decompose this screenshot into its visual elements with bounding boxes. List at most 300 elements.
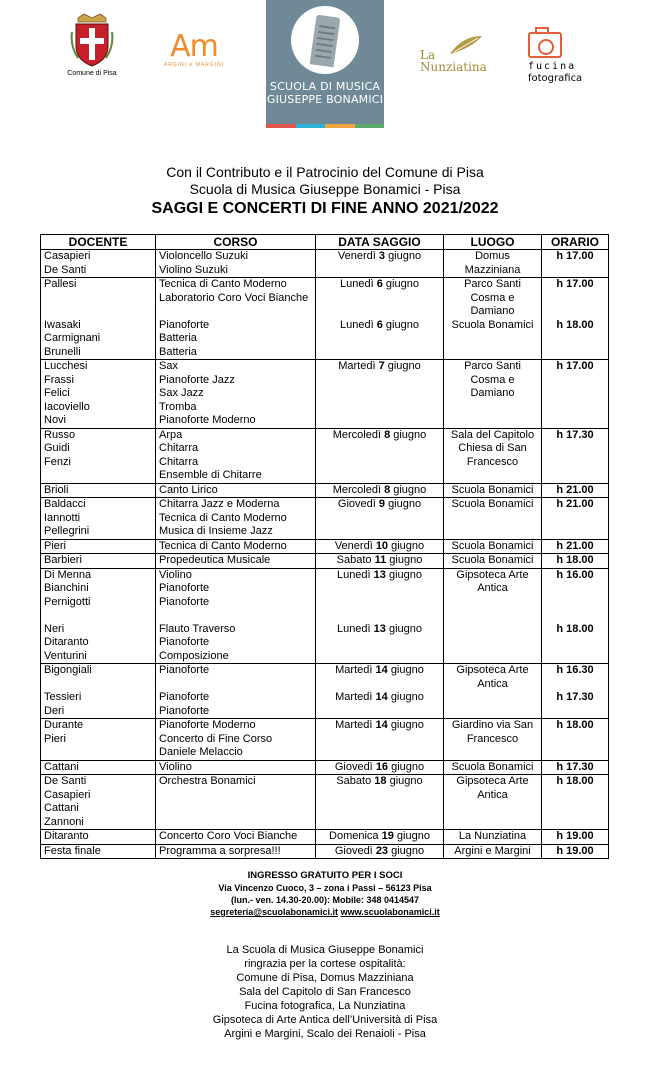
date-weekday: Domenica — [329, 830, 379, 842]
cell-orario — [542, 250, 609, 278]
date-text — [319, 691, 440, 705]
luogo-text: Domus Mazziniana — [464, 250, 521, 276]
line-gap — [545, 305, 605, 319]
line-gap — [159, 609, 312, 623]
corso-name: Arpa — [159, 428, 183, 441]
date-day-number: 6 — [376, 278, 383, 290]
cell-data — [316, 498, 444, 540]
cell-corso — [156, 830, 316, 845]
cell-data — [316, 760, 444, 775]
cell-docente — [41, 483, 156, 498]
corso-name: Concerto di Fine Corso — [159, 732, 273, 745]
fucina-line2: fotografica — [528, 73, 583, 84]
date-month: giugno — [388, 250, 422, 262]
cell-docente — [41, 428, 156, 483]
docente-name: Zannoni — [44, 815, 84, 828]
date-day-number: 14 — [375, 691, 388, 703]
leaning-tower-icon — [291, 6, 359, 74]
orario-text: h 18.00 — [556, 318, 594, 331]
date-month: giugno — [388, 498, 422, 510]
line-gap — [319, 596, 440, 610]
corso-name: Pianoforte — [159, 595, 210, 608]
am-caption: ARGINI e MARGINI — [163, 62, 225, 68]
address-line: Via Vincenzo Cuoco, 3 – zona i Passi – 56123 Pisa — [218, 883, 432, 893]
docente-name: Russo — [44, 428, 76, 441]
cell-luogo — [444, 554, 542, 569]
header-docente: DOCENTE — [41, 235, 156, 250]
line-gap — [44, 609, 152, 623]
docente-name: Pernigotti — [44, 595, 91, 608]
line-gap — [319, 678, 440, 692]
cell-corso — [156, 428, 316, 483]
cell-data — [316, 539, 444, 554]
docente-name: Cattani — [44, 760, 79, 773]
la-nunziatina-logo — [418, 34, 490, 78]
corso-name: Tecnica di Canto Moderno — [159, 278, 287, 290]
line-gap — [319, 609, 440, 623]
line-gap — [545, 596, 605, 610]
orario-text: h 17.30 — [556, 428, 594, 441]
date-month: giugno — [389, 554, 423, 566]
date-day-number: 19 — [381, 830, 394, 842]
cell-corso — [156, 250, 316, 278]
cell-orario — [542, 830, 609, 845]
date-text — [319, 484, 440, 498]
corso-name: Daniele Melaccio — [159, 746, 243, 758]
table-row — [41, 664, 609, 719]
cell-docente — [41, 554, 156, 569]
date-month: giugno — [393, 428, 427, 441]
date-day-number: 3 — [378, 250, 385, 262]
corso-name: Violino — [159, 760, 192, 773]
docente-name: Pellegrini — [44, 525, 90, 537]
logo-color-bars — [266, 124, 384, 128]
am-mark: Am — [170, 29, 218, 64]
cell-orario — [542, 760, 609, 775]
cell-corso — [156, 775, 316, 830]
table-row — [41, 428, 609, 483]
date-text — [319, 250, 440, 264]
date-weekday: Mercoledì — [332, 483, 381, 496]
docente-name: Iwasaki — [44, 318, 81, 331]
date-day-number: 23 — [375, 844, 389, 857]
cell-corso — [156, 844, 316, 859]
orario-text: h 17.30 — [556, 760, 594, 773]
cell-luogo — [444, 830, 542, 845]
luogo-text: Giardino via San Francesco — [451, 719, 534, 745]
corso-name: Pianoforte Jazz — [159, 373, 235, 386]
corso-name: Violino — [159, 568, 192, 581]
cell-corso — [156, 498, 316, 540]
schedule-table — [40, 234, 609, 859]
patronage-line: Con il Contributo e il Patrocinio del Comune di Pisa — [166, 164, 484, 180]
docente-name: Brunelli — [44, 345, 81, 358]
date-weekday: Sabato — [336, 775, 372, 787]
date-text — [319, 429, 440, 443]
corso-name: Sax Jazz — [159, 387, 204, 399]
docente-name: Fenzi — [44, 455, 71, 468]
docente-name: Brioli — [44, 483, 69, 496]
cell-data — [316, 568, 444, 664]
email-link[interactable]: segreteria@scuolabonamici.it — [210, 907, 339, 917]
thanks-section — [0, 943, 650, 1041]
corso-name: Composizione — [159, 649, 229, 662]
docente-name: Ditaranto — [44, 636, 89, 648]
table-header-row — [41, 235, 609, 250]
table-row — [41, 775, 609, 830]
corso-name: Pianoforte — [159, 691, 210, 703]
date-text — [319, 845, 440, 859]
thanks-line: Comune di Pisa, Domus Mazziniana — [236, 972, 414, 984]
cell-orario — [542, 498, 609, 540]
corso-name: Pianoforte — [159, 318, 210, 331]
table-row — [41, 554, 609, 569]
docente-name: Bianchini — [44, 582, 89, 594]
docente-name: Tessieri — [44, 691, 82, 703]
cell-orario — [542, 360, 609, 429]
docente-name: Casapieri — [44, 788, 91, 801]
luogo-text: Scuola Bonamici — [451, 539, 534, 552]
date-text — [319, 775, 440, 789]
corso-name: Chitarra Jazz e Moderna — [159, 498, 280, 510]
scuola-bonamici-logo — [266, 0, 384, 128]
corso-name: Batteria — [159, 345, 197, 358]
docente-name: Baldacci — [44, 498, 86, 510]
orario-text: h 18.00 — [556, 775, 594, 787]
line-gap — [159, 678, 312, 692]
date-text — [319, 554, 440, 568]
line-gap — [545, 582, 605, 596]
cell-luogo — [444, 483, 542, 498]
cell-docente — [41, 775, 156, 830]
docente-name: Durante — [44, 719, 84, 731]
luogo-text: Scuola Bonamici — [451, 498, 534, 510]
table-row — [41, 539, 609, 554]
line-gap — [159, 305, 312, 319]
date-day-number: 6 — [376, 318, 383, 331]
cell-docente — [41, 830, 156, 845]
orario-text: h 21.00 — [556, 539, 594, 552]
date-weekday: Mercoledì — [332, 428, 381, 441]
date-text — [319, 540, 440, 554]
thanks-line: ringrazia per la cortese ospitalità: — [244, 958, 406, 970]
date-day-number: 8 — [384, 428, 391, 441]
cell-orario — [542, 554, 609, 569]
docente-name: Deri — [44, 704, 65, 717]
date-day-number: 18 — [374, 775, 387, 787]
cell-corso — [156, 760, 316, 775]
table-row — [41, 844, 609, 859]
date-text — [319, 664, 440, 678]
corso-name: Pianoforte Moderno — [159, 719, 256, 731]
corso-name: Laboratorio Coro Voci Bianche — [159, 291, 309, 304]
cell-luogo — [444, 775, 542, 830]
date-weekday: Martedì — [335, 664, 373, 676]
orario-text: h 17.00 — [556, 250, 594, 262]
table-row — [41, 360, 609, 429]
cell-luogo — [444, 498, 542, 540]
date-month: giugno — [388, 622, 423, 635]
date-weekday: Martedì — [335, 691, 373, 703]
orario-text: h 18.00 — [556, 622, 594, 635]
date-text — [319, 623, 440, 637]
cell-luogo — [444, 568, 542, 664]
table-row — [41, 830, 609, 845]
orario-text: h 21.00 — [556, 483, 594, 496]
date-day-number: 7 — [378, 360, 385, 372]
date-month: giugno — [393, 483, 427, 496]
date-day-number: 14 — [375, 719, 388, 731]
nunziatina-leaf-icon — [448, 34, 484, 56]
cell-corso — [156, 664, 316, 719]
date-day-number: 13 — [373, 568, 386, 581]
corso-name: Violoncello Suzuki — [159, 250, 249, 262]
cell-corso — [156, 719, 316, 761]
docente-name: Ditaranto — [44, 830, 89, 842]
corso-name: Ensemble di Chitarre — [159, 469, 262, 481]
orario-text: h 17.30 — [556, 691, 594, 703]
docente-name: Neri — [44, 622, 65, 635]
luogo-text: Scuola Bonamici — [451, 318, 534, 331]
cell-luogo — [444, 428, 542, 483]
cell-orario — [542, 483, 609, 498]
table-row — [41, 498, 609, 540]
corso-name: Violino Suzuki — [159, 263, 228, 276]
date-day-number: 13 — [373, 622, 386, 635]
date-weekday: Giovedì — [334, 844, 373, 857]
luogo-text: Parco Santi Cosma e Damiano — [464, 278, 521, 317]
docente-name: Lucchesi — [44, 360, 88, 372]
date-text — [319, 360, 440, 374]
cell-data — [316, 483, 444, 498]
docente-name: Carmignani — [44, 332, 101, 344]
cell-data — [316, 250, 444, 278]
nunziatina-line2: Nunziatina — [420, 60, 487, 74]
orario-text: h 18.00 — [556, 719, 594, 731]
luogo-text: Gipsoteca Arte Antica — [456, 664, 529, 690]
date-weekday: Giovedì — [334, 760, 373, 773]
luogo-text: Sala del Capitolo Chiesa di San Francesco — [450, 428, 535, 468]
line-gap — [545, 292, 605, 306]
cell-orario — [542, 719, 609, 761]
fucina-fotografica-logo — [524, 28, 582, 88]
docente-name: Casapieri — [44, 250, 91, 262]
table-row — [41, 760, 609, 775]
corso-name: Canto Lirico — [159, 483, 218, 496]
line-gap — [44, 305, 152, 319]
cell-docente — [41, 498, 156, 540]
cell-docente — [41, 760, 156, 775]
cell-data — [316, 664, 444, 719]
docente-name: Novi — [44, 414, 67, 426]
date-weekday: Lunedì — [336, 568, 371, 581]
cell-corso — [156, 360, 316, 429]
website-link[interactable]: www.scuolabonamici.it — [340, 907, 440, 917]
table-row — [41, 250, 609, 278]
luogo-text: Gipsoteca Arte Antica — [456, 775, 529, 801]
docente-name: Guidi — [44, 442, 70, 454]
date-text — [319, 761, 440, 775]
page-heading — [0, 164, 650, 219]
date-text — [319, 569, 440, 583]
corso-name: Tecnica di Canto Moderno — [159, 539, 287, 552]
docente-name: De Santi — [44, 775, 87, 787]
date-month: giugno — [396, 830, 430, 842]
docente-name: Barbieri — [44, 554, 82, 566]
luogo-text: Parco Santi Cosma e Damiano — [464, 360, 521, 399]
date-weekday: Lunedì — [340, 278, 374, 290]
corso-name: Pianoforte Moderno — [159, 414, 256, 426]
date-month: giugno — [389, 775, 423, 787]
date-text — [319, 498, 440, 512]
date-weekday: Lunedì — [340, 318, 374, 331]
orario-text: h 21.00 — [556, 498, 594, 510]
date-text — [319, 719, 440, 733]
docente-name: Pieri — [44, 732, 67, 745]
orario-text: h 17.00 — [556, 278, 594, 290]
corso-name: Pianoforte — [159, 582, 210, 594]
date-month: giugno — [388, 568, 423, 581]
table-row — [41, 483, 609, 498]
date-month: giugno — [391, 760, 425, 773]
corso-name: Flauto Traverso — [159, 622, 236, 635]
line-gap — [447, 596, 538, 610]
thanks-line: La Scuola di Musica Giuseppe Bonamici — [226, 944, 424, 956]
cell-luogo — [444, 250, 542, 278]
cell-luogo — [444, 719, 542, 761]
docente-name: Bigongiali — [44, 664, 92, 676]
camera-icon — [528, 32, 562, 58]
table-row — [41, 278, 609, 360]
corso-name: Programma a sorpresa!!! — [159, 844, 281, 857]
corso-name: Tecnica di Canto Moderno — [159, 511, 287, 524]
cell-corso — [156, 278, 316, 360]
cell-data — [316, 719, 444, 761]
date-month: giugno — [391, 539, 425, 552]
docente-name: Pallesi — [44, 278, 77, 290]
line-gap — [44, 678, 152, 692]
corso-name: Chitarra — [159, 455, 199, 468]
cell-data — [316, 360, 444, 429]
date-month: giugno — [385, 318, 419, 331]
cell-docente — [41, 719, 156, 761]
date-day-number: 14 — [375, 664, 388, 676]
corso-name: Pianoforte — [159, 664, 210, 676]
luogo-text: Scuola Bonamici — [451, 554, 534, 566]
orario-text: h 16.00 — [556, 568, 594, 581]
table-row — [41, 719, 609, 761]
line-gap — [44, 292, 152, 306]
thanks-line: Fucina fotografica, La Nunziatina — [244, 1000, 406, 1012]
thanks-line: Sala del Capitolo di San Francesco — [239, 986, 411, 998]
sponsor-logos — [0, 0, 650, 135]
date-text — [319, 830, 440, 844]
cell-orario — [542, 428, 609, 483]
corso-name: Pianoforte — [159, 636, 210, 648]
date-weekday: Martedì — [338, 360, 376, 372]
cell-orario — [542, 539, 609, 554]
corso-name: Orchestra Bonamici — [159, 775, 256, 787]
orario-text: h 17.00 — [556, 360, 594, 372]
page-title: SAGGI E CONCERTI DI FINE ANNO 2021/2022 — [151, 200, 499, 217]
date-month: giugno — [390, 719, 424, 731]
cell-data — [316, 775, 444, 830]
comune-caption: Comune di Pisa — [67, 70, 117, 77]
school-line: Scuola di Musica Giuseppe Bonamici - Pisa — [189, 181, 461, 197]
date-weekday: Lunedì — [336, 622, 371, 635]
docente-name: De Santi — [44, 263, 87, 276]
cell-data — [316, 830, 444, 845]
cell-docente — [41, 250, 156, 278]
links-line — [0, 906, 650, 918]
date-month: giugno — [385, 278, 419, 290]
header-luogo: LUOGO — [444, 235, 542, 250]
nunziatina-line1: La — [420, 48, 436, 62]
cell-docente — [41, 539, 156, 554]
date-day-number: 8 — [384, 483, 391, 496]
corso-name: Sax — [159, 360, 178, 372]
cell-corso — [156, 483, 316, 498]
date-weekday: Martedì — [335, 719, 373, 731]
line-gap — [545, 678, 605, 692]
cell-data — [316, 554, 444, 569]
date-day-number: 9 — [378, 498, 385, 510]
corso-name: Propedeutica Musicale — [159, 554, 271, 566]
date-weekday: Sabato — [336, 554, 372, 566]
cell-docente — [41, 844, 156, 859]
date-month: giugno — [391, 844, 425, 857]
scuola-logo-line2: GIUSEPPE BONAMICI — [266, 93, 384, 106]
luogo-text: Scuola Bonamici — [451, 483, 534, 496]
date-day-number: 16 — [375, 760, 389, 773]
date-day-number: 11 — [374, 554, 387, 566]
cell-luogo — [444, 539, 542, 554]
date-text — [319, 319, 440, 333]
orario-text: h 19.00 — [556, 830, 594, 842]
docente-name: Iannotti — [44, 511, 81, 524]
corso-name: Musica di Insieme Jazz — [159, 525, 273, 537]
luogo-text: Gipsoteca Arte Antica — [456, 568, 529, 594]
corso-name: Batteria — [159, 332, 197, 344]
cell-luogo — [444, 278, 542, 360]
comune-di-pisa-logo — [62, 12, 122, 90]
argini-e-margini-logo — [158, 29, 230, 74]
corso-name: Pianoforte — [159, 704, 210, 717]
cell-docente — [41, 664, 156, 719]
docente-name: Cattani — [44, 802, 79, 814]
header-orario: ORARIO — [542, 235, 609, 250]
cell-orario — [542, 278, 609, 360]
docente-name: Pieri — [44, 539, 67, 552]
corso-name: Tromba — [159, 400, 197, 413]
date-month: giugno — [387, 360, 421, 372]
orario-text: h 18.00 — [556, 554, 594, 566]
docente-name: Frassi — [44, 373, 74, 386]
cell-corso — [156, 568, 316, 664]
cell-luogo — [444, 360, 542, 429]
cell-corso — [156, 539, 316, 554]
cell-docente — [41, 278, 156, 360]
luogo-text: Argini e Margini — [454, 844, 531, 857]
cell-data — [316, 428, 444, 483]
corso-name: Concerto Coro Voci Bianche — [159, 830, 298, 842]
line-gap — [319, 305, 440, 319]
docente-name: Iacoviello — [44, 400, 90, 413]
cell-luogo — [444, 844, 542, 859]
cell-luogo — [444, 664, 542, 719]
header-data: DATA SAGGIO — [316, 235, 444, 250]
date-month: giugno — [390, 664, 424, 676]
